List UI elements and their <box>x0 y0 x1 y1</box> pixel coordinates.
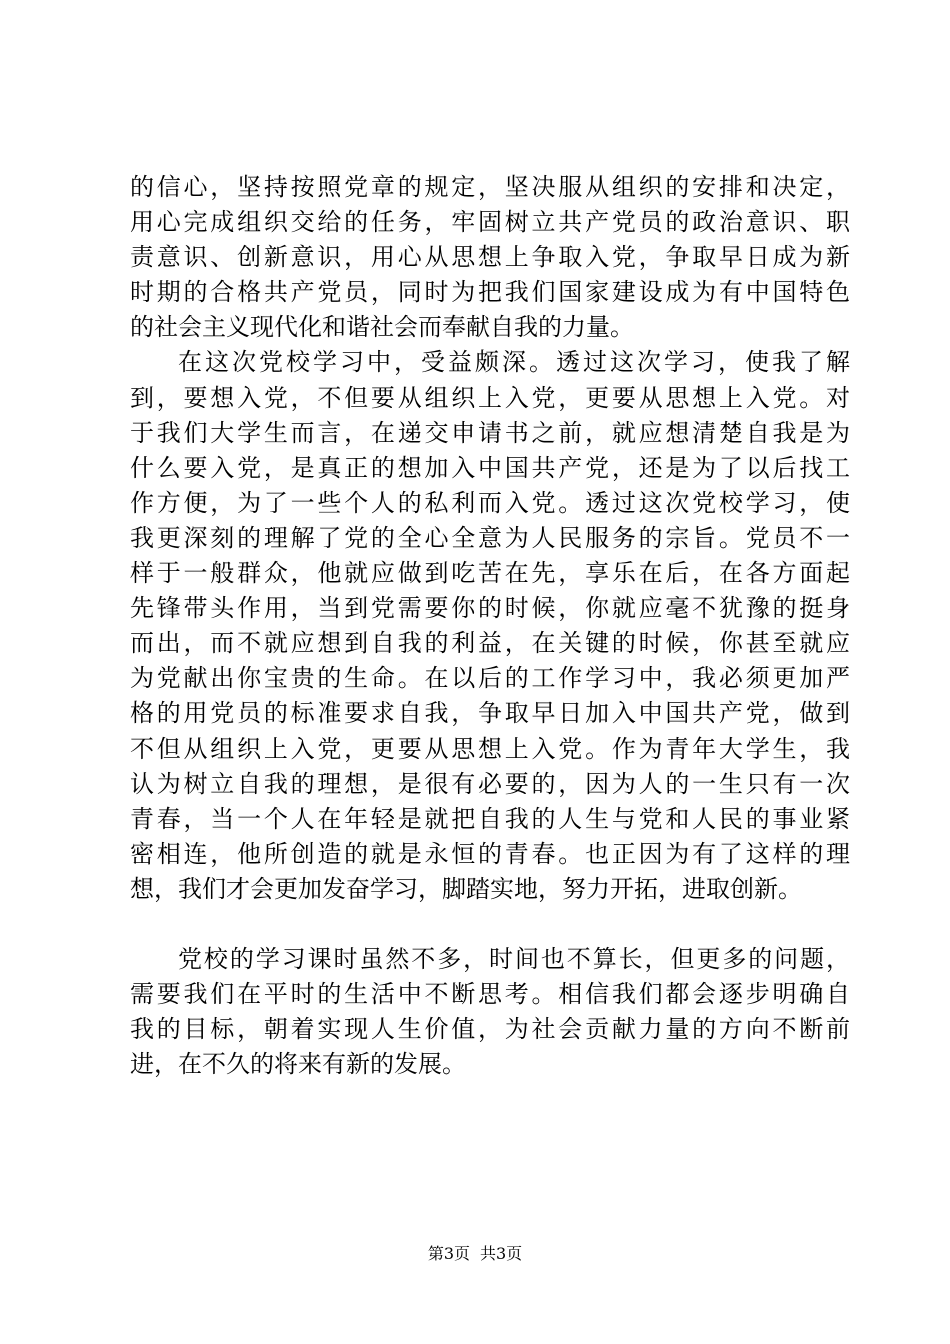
text-line: 为党献出你宝贵的生命。在以后的工作学习中，我必须更加严 <box>130 664 850 693</box>
paragraph <box>130 942 850 1082</box>
text-line: 样于一般群众，他就应做到吃苦在先，享乐在后，在各方面起 <box>130 559 850 588</box>
text-line: 格的用党员的标准要求自我，争取早日加入中国共产党，做到 <box>130 699 850 728</box>
paragraph-spacer <box>130 907 850 942</box>
page-footer <box>0 1242 950 1266</box>
text-line: 时期的合格共产党员，同时为把我们国家建设成为有中国特色 <box>130 278 850 307</box>
page-number-current: 第3页 <box>427 1244 470 1263</box>
text-line: 什么要入党，是真正的想加入中国共产党，还是为了以后找工 <box>130 453 850 482</box>
text-line: 的信心，坚持按照党章的规定，坚决服从组织的安排和决定， <box>130 173 850 201</box>
text-line: 的社会主义现代化和谐社会而奉献自我的力量。 <box>130 313 634 342</box>
text-line: 想，我们才会更加发奋学习，脚踏实地，努力开拓，进取创新。 <box>130 874 802 903</box>
text-line: 先锋带头作用，当到党需要你的时候，你就应毫不犹豫的挺身 <box>130 594 850 623</box>
text-line: 进，在不久的将来有新的发展。 <box>130 1050 466 1079</box>
text-line: 而出，而不就应想到自我的利益，在关键的时候，你甚至就应 <box>130 629 850 658</box>
text-line: 需要我们在平时的生活中不断思考。相信我们都会逐步明确自 <box>130 980 850 1009</box>
text-line: 我的目标，朝着实现人生价值，为社会贡献力量的方向不断前 <box>130 1015 850 1044</box>
text-line: 密相连，他所创造的就是永恒的青春。也正因为有了这样的理 <box>130 839 850 868</box>
text-line: 青春，当一个人在年轻是就把自我的人生与党和人民的事业紧 <box>130 804 850 833</box>
text-line: 于我们大学生而言，在递交申请书之前，就应想清楚自我是为 <box>130 418 850 447</box>
document-body <box>130 170 850 1082</box>
text-line: 党校的学习课时虽然不多，时间也不算长，但更多的问题， <box>178 944 850 973</box>
text-line: 责意识、创新意识，用心从思想上争取入党，争取早日成为新 <box>130 243 850 272</box>
text-line: 不但从组织上入党，更要从思想上入党。作为青年大学生，我 <box>130 734 850 763</box>
paragraph <box>130 170 850 345</box>
text-line: 用心完成组织交给的任务，牢固树立共产党员的政治意识、职 <box>130 208 850 237</box>
page-number-total: 共3页 <box>480 1244 523 1263</box>
paragraph <box>130 345 850 907</box>
text-line: 在这次党校学习中，受益颇深。透过这次学习，使我了解 <box>178 348 850 377</box>
text-line: 我更深刻的理解了党的全心全意为人民服务的宗旨。党员不一 <box>130 523 850 552</box>
text-line: 作方便，为了一些个人的私利而入党。透过这次党校学习，使 <box>130 488 850 517</box>
text-line: 认为树立自我的理想，是很有必要的，因为人的一生只有一次 <box>130 769 850 798</box>
text-line: 到，要想入党，不但要从组织上入党，更要从思想上入党。对 <box>130 383 850 412</box>
